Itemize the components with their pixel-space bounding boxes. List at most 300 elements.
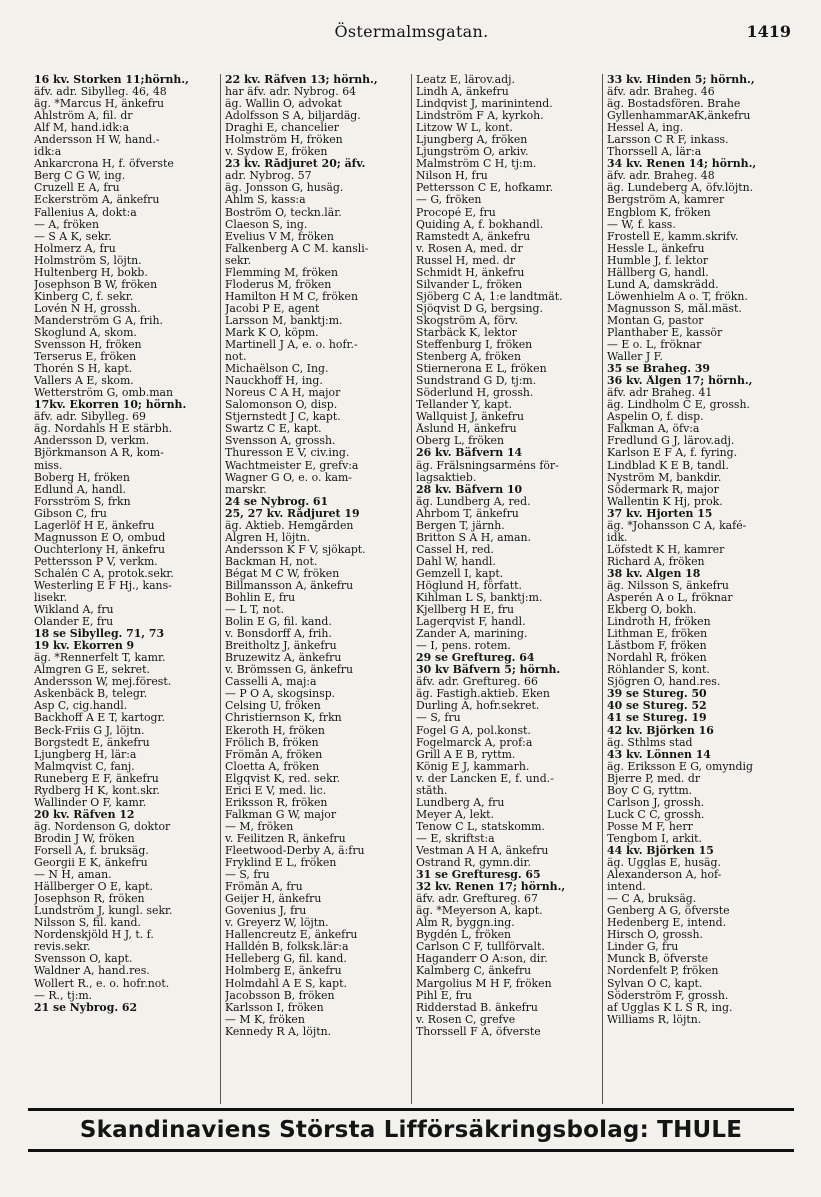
resident-entry: Lindblad K E B, tandl. [607,459,729,472]
resident-entry: Alexanderson A, hof- [607,869,722,882]
column-2 [221,74,412,1104]
resident-entry: Backhoff A E T, kartogr. [34,712,165,725]
resident-entry: Lithman E, fröken [607,628,708,641]
resident-entry: äg. Fastigh.aktieb. Eken [416,688,550,701]
resident-entry: Terserus E, fröken [34,351,137,364]
resident-entry: Östrand R, gymn.dir. [416,857,532,870]
resident-entry: Wallquist J, änkefru [416,411,525,424]
resident-entry: Bygdén L, fröken [416,929,512,942]
resident-entry: Govenius J, fru [225,905,307,918]
resident-entry: Magnusson E O, ombud [34,531,166,544]
resident-entry: Celsing U, fröken [225,700,321,713]
resident-entry: Vallers A E, skom. [34,375,134,388]
resident-entry: Ankarcrona H, f. öfverste [34,158,174,171]
resident-entry: Humble J, f. lektor [607,254,709,267]
resident-entry: Kihlman L S, banktj:m. [416,592,543,605]
resident-entry: Floderus M, fröken [225,278,332,291]
resident-entry: Boström O, teckn.lär. [225,206,342,219]
resident-entry: Låstbom F, fröken [607,640,707,653]
block-heading: 16 kv. Storken 11;hörnh., [34,74,189,86]
resident-entry: Jacobi P E, agent [225,302,320,315]
resident-entry: Nilsson S, fil. kand. [34,917,141,930]
directory-columns [30,74,795,1104]
resident-entry: Ahlström A, fil. dr [34,110,133,123]
block-heading: 33 kv. Hinden 5; hörnh., [607,74,755,86]
resident-entry: Thorssell F A, öfverste [416,1025,541,1038]
resident-entry: Sjöberg C A, 1:e landtmät. [416,290,563,303]
resident-entry: äfv. adr. Greftureg. 66 [416,676,538,689]
resident-entry: Svensson O, kapt. [34,953,133,966]
resident-entry: Rydberg H K, kont.skr. [34,784,160,797]
resident-entry: Berg C G W, ing. [34,170,126,183]
resident-entry: Quiding A, f. bokhandl. [416,218,544,231]
resident-entry: äfv. adr. Sibylleg. 46, 48 [34,86,167,99]
resident-entry: Nordenfelt P, fröken [607,965,719,978]
resident-entry: Sylvan O C, kapt. [607,977,703,990]
resident-entry: Carlson J, grossh. [607,796,705,809]
resident-entry: Halldén B, folksk.lär:a [225,941,349,954]
resident-entry: Westerling E F Hj., kans- [34,579,172,592]
resident-entry: Adolfsson S A, biljardäg. [225,110,361,123]
resident-entry: — C A, bruksäg. [607,893,697,906]
resident-entry: Söderström F, grossh. [607,989,729,1002]
resident-entry: Asperén A o L, fröknar [607,592,733,605]
resident-entry: äg. Nordenson G, doktor [34,820,171,833]
resident-entry: Linder G, fru [607,941,679,954]
resident-entry: Forsström S, frkn [34,495,131,508]
resident-entry: Tellander Y, kapt. [416,399,513,412]
resident-entry: Fogel G A, pol.konst. [416,724,531,737]
resident-entry: Brodin J W, fröken [34,832,135,845]
resident-entry: Falkman A, öfv:a [607,423,700,436]
resident-entry: Lundström J, kungl. sekr. [34,905,173,918]
resident-entry: Hällberger O E, kapt. [34,881,153,894]
resident-entry: Frölich B, fröken [225,736,319,749]
resident-entry: Ekberg O, bokh. [607,604,697,617]
column-1 [30,74,221,1104]
resident-entry: Frömån A, fru [225,881,303,894]
resident-entry: Schmidt H, änkefru [416,266,525,279]
resident-entry: Lund A, damskrädd. [607,278,719,291]
block-heading: 34 kv. Renen 14; hörnh., [607,158,757,171]
resident-entry: Runeberg E F, änkefru [34,772,159,785]
resident-entry: Nordahl R, fröken [607,652,707,665]
resident-entry: Aspelin O, f. disp. [607,411,704,424]
resident-entry: äg. Sthlms stad [607,736,693,749]
block-heading: 29 se Greftureg. 64 [416,652,535,665]
resident-entry: Ljungberg A, fröken [416,134,528,147]
resident-entry: Hamilton H M C, fröken [225,290,358,303]
resident-entry: Falkenberg A C M. kansli- [225,242,369,255]
resident-entry: Meyer A, lekt. [416,808,495,821]
resident-entry: Thuresson E V, civ.ing. [225,447,350,460]
resident-entry: Martinell J A, e. o. hofr.- [225,339,358,352]
resident-entry: Draghi E, chancelier [225,122,340,135]
resident-entry: Eckerström A, änkefru [34,194,160,207]
resident-entry: äfv. adr Braheg. 41 [607,387,713,400]
resident-entry: Thorén S H, kapt. [34,363,133,376]
resident-entry: v. Greyerz W, löjtn. [225,917,329,930]
resident-entry: Frömån A, fröken [225,748,323,761]
block-heading: 31 se Grefturesg. 65 [416,869,541,882]
resident-entry: Michaëlson C, Ing. [225,363,329,376]
resident-entry: Hessel A, ing. [607,122,684,135]
resident-entry: äg. Jonsson G, husäg. [225,182,344,195]
block-heading: 35 se Braheg. 39 [607,363,710,376]
resident-entry: Karlson E F A, f. fyring. [607,447,738,460]
resident-entry: äg. Lindholm C E, grossh. [607,399,750,412]
resident-entry: Stenberg A, fröken [416,351,521,364]
resident-entry: äfv. adr. Braheg. 46 [607,86,715,99]
resident-entry: äg. Nilsson S, änkefru [607,579,729,592]
resident-entry: Ridderstad B. änkefru [416,1001,538,1014]
block-heading: 18 se Sibylleg. 71, 73 [34,628,165,641]
resident-entry: Josephson R, fröken [34,893,145,906]
resident-entry: lagsaktieb. [416,471,477,484]
resident-entry: Ouchterlony H, änkefru [34,543,165,556]
resident-entry: Svensson H, fröken [34,339,142,352]
resident-entry: äfv. adr. Braheg. 48 [607,170,715,183]
resident-entry: Montan G, pastor [607,314,704,327]
block-heading: 38 kv. Älgen 18 [607,567,701,580]
resident-entry: Carlson C F, tullförvalt. [416,941,545,954]
resident-entry: Kennedy R A, löjtn. [225,1025,332,1038]
resident-entry: — R., tj:m. [34,989,93,1002]
resident-entry: äfv. adr. Greftureg. 67 [416,893,538,906]
resident-entry: Asp C, cig.handl. [34,700,128,713]
resident-entry: Schalén C A, protok.sekr. [34,567,174,580]
resident-entry: Thorssell A, lär:a [607,146,702,159]
resident-entry: Boy C G, ryttm. [607,784,693,797]
resident-entry: äg. *Marcus H, änkefru [34,98,165,111]
resident-entry: v. Sydow E, fröken [225,146,328,159]
resident-entry: Ahlm S, kass:a [225,194,306,207]
block-heading: 44 kv. Björken 15 [607,845,714,857]
resident-entry: GyllenhammarAK,änkefru [607,110,751,123]
resident-entry: Andersson D, verkm. [34,435,150,448]
resident-entry: Kjellberg H E, fru [416,604,515,617]
resident-entry: Frostell E, kamm.skrifv. [607,230,739,243]
resident-entry: Kalmberg C, änkefru [416,965,532,978]
resident-entry: Christiernson K, frkn [225,712,342,725]
street-heading: Östermalmsgatan. [334,22,489,41]
resident-entry: — I, pens. rotem. [416,640,511,653]
resident-entry: Breitholtz J, änkefru [225,640,337,653]
resident-entry: Röhlander S, kont. [607,664,710,677]
resident-entry: Holmdahl A E S, kapt. [225,977,347,990]
resident-entry: Karlsson I, fröken [225,1001,324,1014]
resident-entry: Andersson K F V, sjökapt. [225,543,366,556]
resident-entry: Holmberg E, änkefru [225,965,342,978]
resident-entry: Malmqvist C, fanj. [34,760,135,773]
resident-entry: Claeson S, ing. [225,218,308,231]
resident-entry: Lindroth H, fröken [607,616,711,629]
resident-entry: — S A K, sekr. [34,230,112,243]
resident-entry: — N H, aman. [34,869,112,882]
resident-entry: äg. Lundberg A, red. [416,495,531,508]
resident-entry: Skogström A, förv. [416,314,519,327]
block-heading: 41 se Stureg. 19 [607,712,707,725]
resident-entry: Elgqvist K, red. sekr. [225,772,341,785]
resident-entry: Wollert R., e. o. hofr.not. [34,977,170,990]
resident-entry: Silvander L, fröken [416,278,523,291]
resident-entry: Nilson H, fru [416,170,488,183]
resident-entry: Ahrbom T, änkefru [416,507,519,520]
resident-entry: Algren H, löjtn. [225,531,311,544]
resident-entry: Wetterström G, omb.man [34,387,174,400]
resident-entry: adr. Nybrog. 57 [225,170,312,183]
resident-entry: Boberg H, fröken [34,471,130,484]
resident-entry: Salomonson O, disp. [225,399,338,412]
resident-entry: Zander A, marining. [416,628,528,641]
resident-entry: Stiernerona E L, fröken [416,363,547,376]
resident-entry: äg. *Johansson C A, kafé- [607,519,747,532]
resident-entry: Holmström S, löjtn. [34,254,142,267]
resident-entry: Andersson H W, hand.- [34,134,160,147]
block-heading: 17kv. Ekorren 10; hörnh. [34,399,187,412]
resident-entry: Askenbäck B, telegr. [34,688,148,701]
resident-entry: Russel H, med. dr [416,254,516,267]
resident-entry: v. Rosen A, med. dr [416,242,523,255]
resident-entry: Lagerlöf H E, änkefru [34,519,155,532]
block-heading: 20 kv. Räfven 12 [34,808,135,821]
block-heading: 30 kv Bäfvern 5; hörnh. [416,664,561,677]
block-heading: 32 kv. Renen 17; hörnh., [416,881,566,894]
resident-entry: Planthaber E, kassör [607,326,723,339]
resident-entry: Billmansson A, änkefru [225,579,354,592]
resident-entry: Björkmanson A R, kom- [34,447,164,460]
resident-entry: Wagner G O, e. o. kam- [225,471,352,484]
resident-entry: Ölander E, fru [34,616,114,629]
resident-entry: Ljungström O, arkiv. [416,146,529,159]
resident-entry: Pettersson C E, hofkamr. [416,182,554,195]
resident-entry: Hedenberg E, intend. [607,917,727,930]
block-heading: 23 kv. Rådjuret 20; äfv. [225,158,366,171]
resident-entry: Alf M, hand.idk:a [34,122,130,135]
resident-entry: Fredlund G J, lärov.adj. [607,435,735,448]
resident-entry: v. Bonsdorff A, frih. [225,628,332,641]
resident-entry: äg. Bostadsfören. Brahe [607,98,741,111]
resident-entry: Bergen T, järnh. [416,519,505,532]
resident-entry: v. Rosen C, grefve [416,1013,516,1026]
block-heading: 24 se Nybrog. 61 [225,495,329,508]
resident-entry: not. [225,351,247,364]
resident-entry: Luck C C, grossh. [607,808,705,821]
resident-entry: Fogelmarck A, prof:a [416,736,533,749]
resident-entry: Flemming M, fröken [225,266,338,279]
resident-entry: — S, fru [225,869,270,882]
resident-entry: Malmström C H, tj:m. [416,158,537,171]
resident-entry: Britton S A H, aman. [416,531,531,544]
resident-entry: Edlund A, handl. [34,483,127,496]
block-heading: 26 kv. Bäfvern 14 [416,447,523,460]
resident-entry: Nauckhoff H, ing. [225,375,323,388]
resident-entry: Lindh A, änkefru [416,86,509,99]
resident-entry: Alm R, byggn.ing. [416,917,515,930]
resident-entry: — E o. L, fröknar [607,339,702,352]
resident-entry: Helleberg G, fil. kand. [225,953,347,966]
resident-entry: Lindqvist J, marinintend. [416,98,553,111]
resident-entry: Tengbom I, arkit. [607,832,703,845]
block-heading: 19 kv. Ekorren 9 [34,640,135,653]
resident-entry: Jacobsson B, fröken [225,989,335,1002]
resident-entry: Litzow W L, kont. [416,122,513,135]
resident-entry: Manderström G A, frih. [34,314,163,327]
resident-entry: Falkman G W, major [225,808,337,821]
resident-entry: Williams R, löjtn. [607,1013,702,1026]
resident-entry: Ramstedt A, änkefru [416,230,531,243]
resident-entry: Hällberg G, handl. [607,266,709,279]
resident-entry: äfv. adr. Sibylleg. 69 [34,411,146,424]
resident-entry: Eriksson R, fröken [225,796,328,809]
block-heading: 40 se Stureg. 52 [607,700,707,713]
block-heading: 42 kv. Björken 16 [607,724,714,737]
advertisement-banner [28,1108,794,1152]
resident-entry: Lagerqvist F, handl. [416,616,526,629]
resident-entry: Bjerre P, med. dr [607,772,701,785]
resident-entry: Öberg L, fröken [416,435,504,448]
resident-entry: Beck-Friis G J, löjtn. [34,724,145,737]
resident-entry: Durling A, hofr.sekret. [416,700,540,713]
resident-entry: ståth. [416,784,448,797]
resident-entry: Svensson A, grossh. [225,435,336,448]
block-heading: 39 se Stureg. 50 [607,688,707,701]
resident-entry: Ekeroth H, fröken [225,724,325,737]
resident-entry: Tenow C L, statskomm. [416,820,545,833]
resident-entry: Andersson W, mej.förest. [34,676,172,689]
resident-entry: Ljungberg H, lär:a [34,748,137,761]
resident-entry: — P O A, skogsinsp. [225,688,336,701]
resident-entry: Höglund H, författ. [416,579,522,592]
resident-entry: Wachtmeister E, grefv:a [225,459,359,472]
resident-entry: Wallentin K Hj, prok. [607,495,723,508]
resident-entry: Bégat M C W, fröken [225,567,340,580]
resident-entry: Holmerz A, fru [34,242,116,255]
block-heading: 25, 27 kv. Rådjuret 19 [225,507,360,520]
column-4 [603,74,794,1104]
resident-entry: Cassel H, red. [416,543,494,556]
resident-entry: Almgren G E, sekret. [34,664,150,677]
resident-entry: Sjöqvist D G, bergsing. [416,302,543,315]
resident-entry: Hultenberg H, bokb. [34,266,148,279]
resident-entry: Löwenhielm A o. T, frökn. [607,290,748,303]
resident-entry: Dahl W, handl. [416,555,496,568]
resident-entry: Bruzewitz A, änkefru [225,652,342,665]
resident-entry: äg. Ugglas E, husäg. [607,857,721,870]
resident-entry: Fryklind E L, fröken [225,857,337,870]
resident-entry: Gibson C, fru [34,507,107,520]
resident-entry: — L T, not. [225,604,285,617]
resident-entry: äg. Lundeberg A, öfv.löjtn. [607,182,754,195]
resident-entry: idk. [607,531,628,544]
resident-entry: Pettersson P V, verkm. [34,555,158,568]
resident-entry: Lindström F A, kyrkoh. [416,110,544,123]
resident-entry: Lovén N H, grossh. [34,302,141,315]
resident-entry: idk:a [34,146,62,159]
resident-entry: Leatz E, lärov.adj. [416,74,515,86]
page-header [30,22,793,58]
resident-entry: — S, fru [416,712,461,725]
resident-entry: Mark K O, köpm. [225,326,319,339]
resident-entry: Larsson M, banktj:m. [225,314,343,327]
resident-entry: Sundstrand G D, tj:m. [416,375,537,388]
resident-entry: äg. Nordahls H E stärbh. [34,423,173,436]
resident-entry: Wikland A, fru [34,604,114,617]
resident-entry: lisekr. [34,592,68,605]
block-heading: 43 kv. Lönnen 14 [607,748,711,761]
block-heading: 36 kv. Ålgen 17; hörnh., [607,375,753,388]
resident-entry: Starbäck K, lektor [416,326,517,339]
resident-entry: Waller J F. [607,351,663,364]
resident-entry: König E J, kammarh. [416,760,530,773]
resident-entry: Cloetta A, fröken [225,760,320,773]
resident-entry: Bohlin E, fru [225,592,296,605]
block-heading: 37 kv. Hjorten 15 [607,507,713,520]
resident-entry: Magnusson S, mål.mäst. [607,302,742,315]
resident-entry: Richard A, fröken [607,555,705,568]
resident-entry: — E, skriftst:a [416,832,495,845]
resident-entry: Wallinder O F, kamr. [34,796,147,809]
resident-entry: af Ugglas K L S R, ing. [607,1001,733,1014]
resident-entry: Vestman A H A, änkefru [416,845,549,857]
resident-entry: v. der Lancken E, f. und.- [416,772,554,785]
resident-entry: Holmström H, fröken [225,134,343,147]
resident-entry: Genberg A G, öfverste [607,905,730,918]
resident-entry: — A, fröken [34,218,99,231]
resident-entry: Sjögren O, hand.res. [607,676,721,689]
resident-entry: Nordenskjöld H J, t. f. [34,929,154,942]
resident-entry: Haganderr O A:son, dir. [416,953,548,966]
column-3 [412,74,603,1104]
resident-entry: Pihl E, fru [416,989,472,1002]
banner-text: Skandinaviens Största Lifförsäkringsbolag: THULE [79,1117,743,1143]
resident-entry: Fleetwood-Derby A, ä:fru [225,845,365,857]
resident-entry: Larsson C R F, inkass. [607,134,729,147]
resident-entry: Grill A E B, ryttm. [416,748,516,761]
resident-entry: äg. Eriksson E G, omyndig [607,760,753,773]
resident-entry: Evelius V M, fröken [225,230,334,243]
resident-entry: Södermark R, major [607,483,719,496]
resident-entry: Posse M F, herr [607,820,693,833]
resident-entry: Hessle L, änkefru [607,242,705,255]
resident-entry: Forsell A, f. bruksäg. [34,845,149,857]
resident-entry: Margolius M H F, fröken [416,977,552,990]
resident-entry: har äfv. adr. Nybrog. 64 [225,86,357,99]
resident-entry: — G, fröken [416,194,482,207]
resident-entry: — M, fröken [225,820,294,833]
resident-entry: Erici E V, med. lic. [225,784,327,797]
resident-entry: Engblom K, fröken [607,206,711,219]
resident-entry: — M K, fröken [225,1013,305,1026]
resident-entry: äg. Wallin O, advokat [225,98,342,111]
resident-entry: — W, f. kass. [607,218,676,231]
resident-entry: Josephson B W, fröken [34,278,158,291]
block-heading: 28 kv. Bäfvern 10 [416,483,523,496]
resident-entry: miss. [34,459,63,472]
resident-entry: Hirsch O, grossh. [607,929,703,942]
block-heading: 21 se Nybrog. 62 [34,1001,138,1014]
resident-entry: Hallencreutz E, änkefru [225,929,358,942]
resident-entry: Backman H, not. [225,555,318,568]
resident-entry: Nyström M, bankdir. [607,471,722,484]
resident-entry: äg. *Meyerson A, kapt. [416,905,543,918]
resident-entry: Lundberg A, fru [416,796,505,809]
resident-entry: Bolin E G, fil. kand. [225,616,332,629]
resident-entry: äg. Frälsningsarméns för- [416,459,559,472]
resident-entry: Noreus C A H, major [225,387,341,400]
resident-entry: Stjernstedt J C, kapt. [225,411,341,424]
resident-entry: Borgstedt E, änkefru [34,736,150,749]
